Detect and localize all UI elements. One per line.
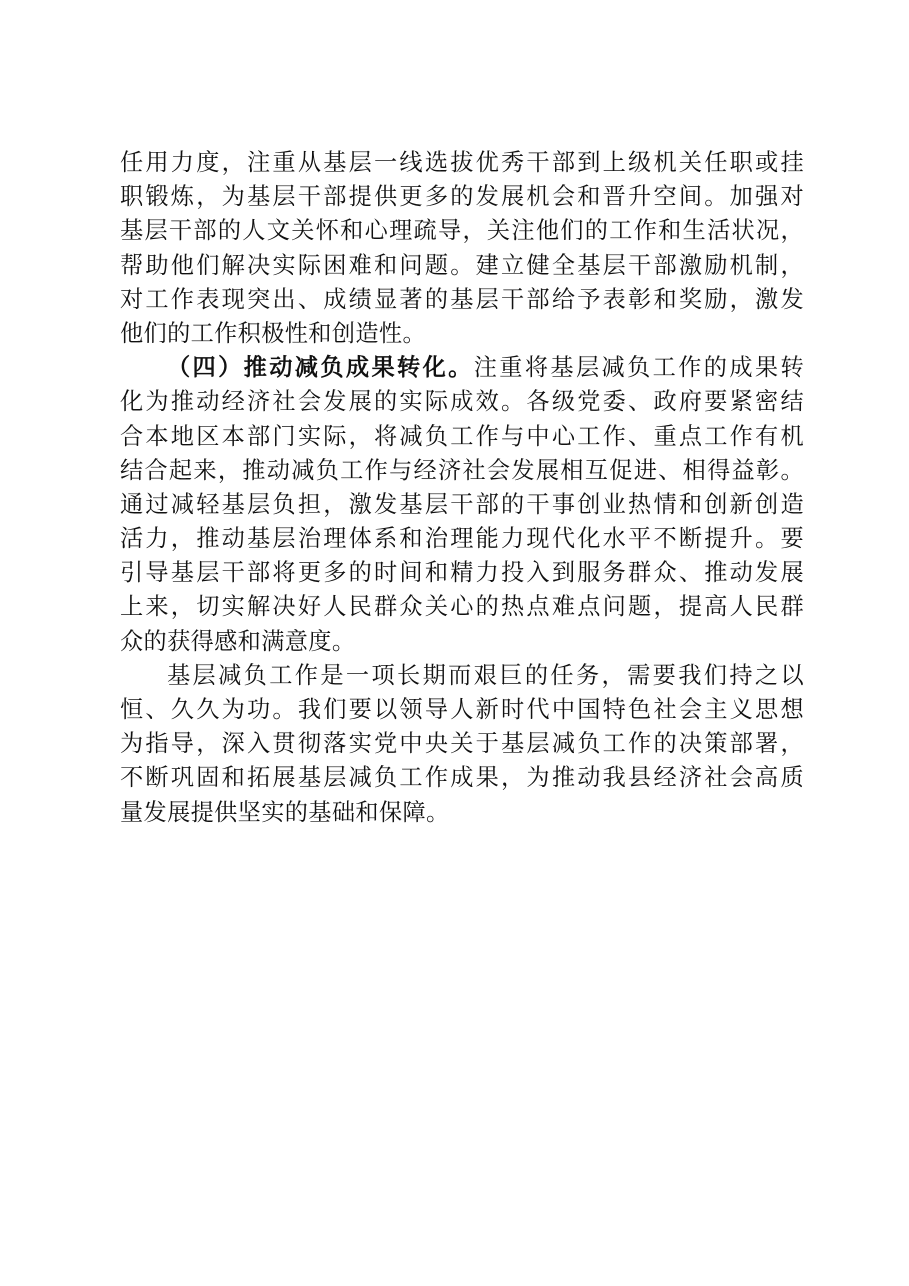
paragraph-line: 合本地区本部门实际，将减负工作与中心工作、重点工作有机	[120, 422, 804, 450]
paragraph-line: 任用力度，注重从基层一线选拔优秀干部到上级机关任职或挂	[120, 149, 804, 176]
paragraph-line: 为指导，深入贯彻落实党中央关于基层减负工作的决策部署，	[120, 730, 804, 758]
paragraph-line: 化为推动经济社会发展的实际成效。各级党委、政府要紧密结	[120, 388, 804, 416]
section-heading: （四）推动减负成果转化。	[167, 354, 474, 382]
paragraph-line: 通过减轻基层负担，激发基层干部的干事创业热情和创新创造	[120, 490, 804, 518]
paragraph-3	[120, 659, 804, 830]
paragraph-line: 基层干部的人文关怀和心理疏导，关注他们的工作和生活状况，	[120, 217, 804, 245]
paragraph-line: 帮助他们解决实际困难和问题。建立健全基层干部激励机制，	[120, 251, 804, 279]
paragraph-line: 众的获得感和满意度。	[120, 627, 356, 655]
paragraph-first-line: 基层减负工作是一项长期而艰巨的任务，需要我们持之以	[167, 661, 804, 689]
paragraph-1	[120, 146, 804, 351]
paragraph-line: 上来，切实解决好人民群众关心的热点难点问题，提高人民群	[120, 593, 804, 621]
paragraph-line: 引导基层干部将更多的时间和精力投入到服务群众、推动发展	[120, 559, 804, 587]
paragraph-line: 恒、久久为功。我们要以领导人新时代中国特色社会主义思想	[120, 696, 804, 723]
first-line-text: 注重将基层减负工作的成果转	[473, 354, 804, 382]
paragraph-line: 结合起来，推动减负工作与经济社会发展相互促进、相得益彰。	[120, 456, 804, 484]
paragraph-line: 不断巩固和拓展基层减负工作成果，为推动我县经济社会高质	[120, 764, 804, 792]
paragraph-first-line	[120, 351, 804, 385]
paragraph-2	[120, 351, 804, 659]
paragraph-line: 他们的工作积极性和创造性。	[120, 319, 426, 347]
paragraph-line: 活力，推动基层治理体系和治理能力现代化水平不断提升。要	[120, 525, 804, 553]
paragraph-line: 对工作表现突出、成绩显著的基层干部给予表彰和奖励，激发	[120, 285, 804, 313]
paragraph-line: 量发展提供坚实的基础和保障。	[120, 798, 450, 826]
document-body	[120, 146, 804, 830]
paragraph-line: 职锻炼，为基层干部提供更多的发展机会和晋升空间。加强对	[120, 183, 804, 211]
